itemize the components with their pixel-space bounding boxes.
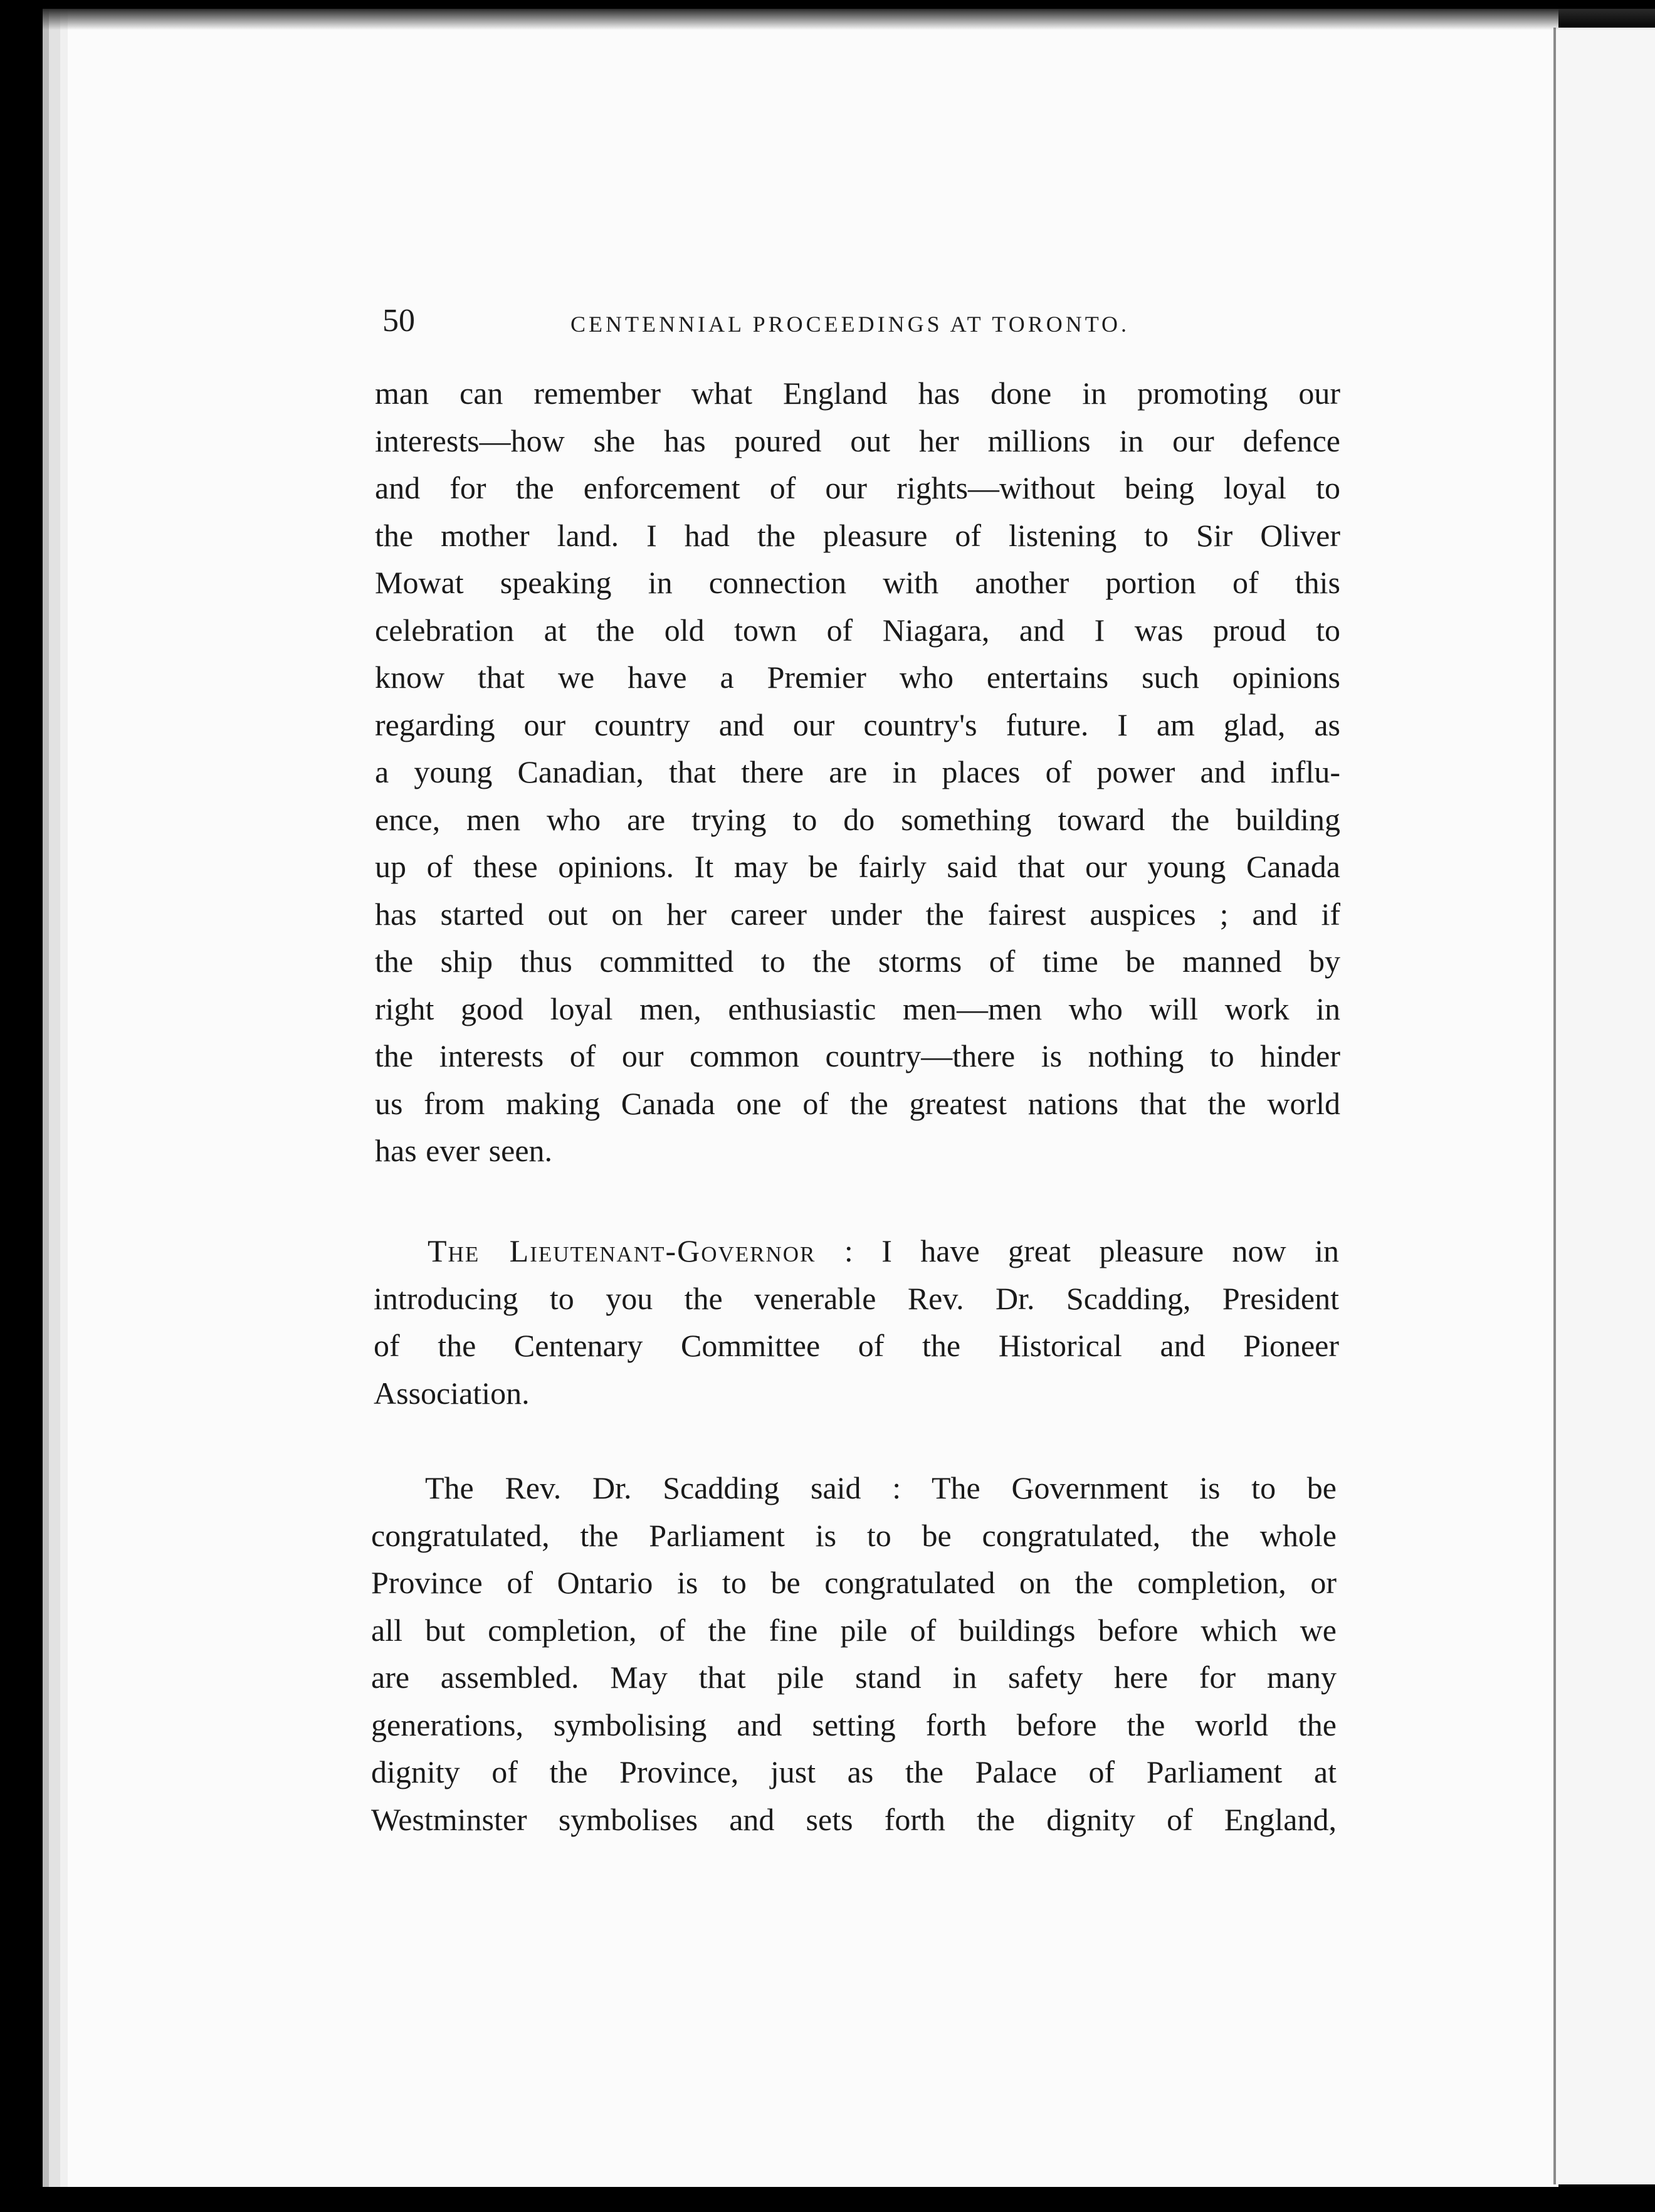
text-line: introducing to you the venerable Rev. Dr. Scadding, President	[374, 1280, 1339, 1316]
text-line: generations, symbolising and setting forth before the world the	[371, 1707, 1337, 1742]
text-line: the mother land. I had the pleasure of listening to Sir Oliver	[375, 517, 1340, 553]
text-line: has started out on her career under the fairest auspices ; and if	[375, 896, 1340, 932]
text-line: The Rev. Dr. Scadding said : The Government is to be	[425, 1470, 1337, 1505]
running-title: CENTENNIAL PROCEEDINGS AT TORONTO.	[570, 312, 1130, 337]
page-number: 50	[382, 303, 415, 339]
text-line: Westminster symbolises and sets forth the dignity of England,	[371, 1801, 1337, 1837]
text-line: know that we have a Premier who entertains such opinions	[375, 660, 1340, 695]
text-line: the interests of our common country—there is nothing to hinder	[375, 1038, 1340, 1073]
text-line: us from making Canada one of the greatest nations that the world	[375, 1085, 1340, 1121]
text-line: a young Canadian, that there are in places of power and influ-	[375, 754, 1340, 789]
running-header	[382, 302, 1172, 340]
text-line: celebration at the old town of Niagara, and I was proud to	[375, 612, 1340, 648]
text-line: up of these opinions. It may be fairly said that our young Canada	[375, 849, 1340, 884]
speaker-line	[374, 1228, 1339, 1275]
text-line: Province of Ontario is to be congratulated on the completion, or	[371, 1565, 1337, 1600]
text-line: man can remember what England has done in promoting our	[375, 376, 1340, 411]
text-line: Association.	[374, 1375, 530, 1411]
text-line: has ever seen.	[375, 1133, 553, 1168]
text-line: regarding our country and our country's future. I am glad, as	[375, 707, 1340, 742]
text-line: ence, men who are trying to do something toward the building	[375, 801, 1340, 837]
text-line: of the Centenary Committee of the Historical and Pioneer	[374, 1328, 1339, 1363]
text-line: dignity of the Province, just as the Palace of Parliament at	[371, 1754, 1337, 1789]
text-line: Mowat speaking in connection with another portion of this	[375, 565, 1340, 600]
text-line: the ship thus committed to the storms of time be manned by	[375, 944, 1340, 979]
paragraph-1	[375, 370, 1340, 1175]
scan-shadow	[43, 9, 1655, 30]
text-line: interests—how she has poured out her millions in our defence	[375, 423, 1340, 458]
paragraph-2	[374, 1228, 1339, 1417]
text-line: right good loyal men, enthusiastic men—men who will work in	[375, 991, 1340, 1026]
text-line: are assembled. May that pile stand in safety here for many	[371, 1660, 1337, 1695]
facing-page-edge	[1553, 28, 1655, 2184]
speaker-line-text: : I have great pleasure now in	[816, 1233, 1339, 1268]
speaker-name: The Lieutenant-Governor	[428, 1233, 816, 1268]
paragraph-3	[371, 1465, 1337, 1843]
text-line: and for the enforcement of our rights—without being loyal to	[375, 470, 1340, 505]
text-line: congratulated, the Parliament is to be congratulated, the whole	[371, 1517, 1337, 1553]
text-line: all but completion, of the fine pile of buildings before which we	[371, 1612, 1337, 1648]
